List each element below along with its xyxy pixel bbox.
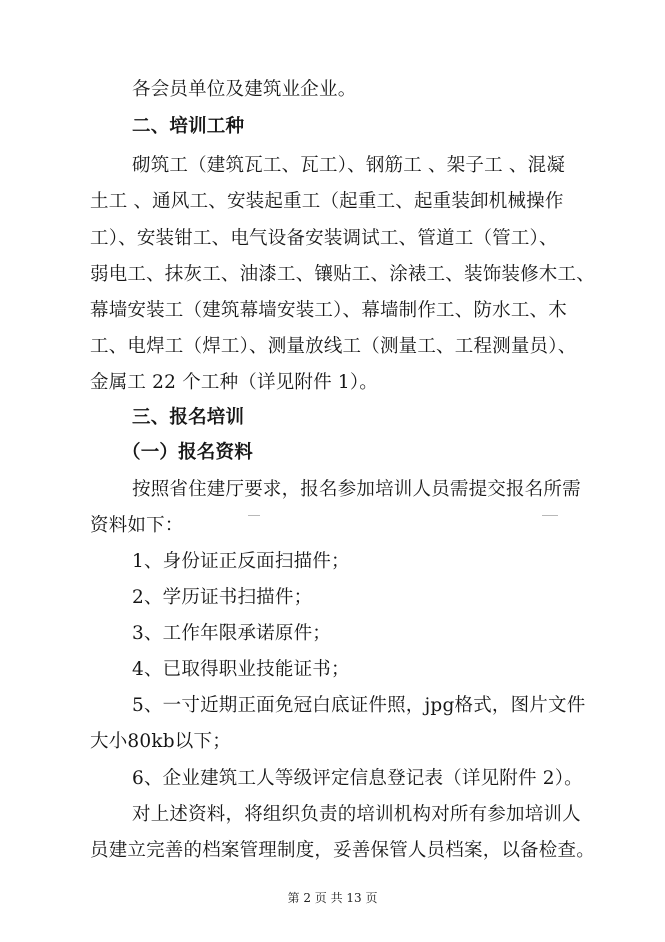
- section-heading-training-types: 二、培训工种: [132, 116, 245, 137]
- list-item-1: 1、身份证正反面扫描件；: [132, 551, 350, 572]
- paragraph-line-6: 弱电工、抹灰工、油漆工、镶贴工、涂裱工、装饰装修木工、: [90, 264, 595, 285]
- section-heading-registration-training: 三、报名培训: [132, 407, 245, 428]
- paragraph-line-8: 工、电焊工（焊工）、测量放线工（测量工、工程测量员）、: [90, 336, 577, 357]
- paragraph-line-21: 对上述资料，将组织负责的培训机构对所有参加培训人: [132, 804, 581, 825]
- list-item-6: 6、企业建筑工人等级评定信息登记表（详见附件 2）。: [132, 768, 583, 789]
- paragraph-line-13: 资料如下：: [90, 515, 184, 536]
- paragraph-line-12: 按照省住建厅要求，报名参加培训人员需提交报名所需: [132, 479, 581, 500]
- paragraph-line-5: 工）、安装钳工、电气设备安装调试工、管道工（管工）、: [90, 228, 558, 249]
- scan-mark: [248, 515, 260, 516]
- page-footer: 第 2 页 共 13 页: [287, 891, 378, 905]
- subsection-heading-registration-materials: （一）报名资料: [122, 442, 253, 463]
- paragraph-line-3: 砌筑工（建筑瓦工、瓦工）、钢筋工 、架子工 、混凝: [132, 155, 566, 176]
- scan-mark: [542, 515, 558, 516]
- paragraph-line-9: 金属工 22 个工种（详见附件 1）。: [90, 372, 379, 393]
- list-item-5-continued: 大小80kb以下；: [90, 731, 231, 752]
- paragraph-line-7: 幕墙安装工（建筑幕墙安装工）、幕墙制作工、防水工、木: [90, 300, 567, 321]
- list-item-3: 3、工作年限承诺原件；: [132, 623, 331, 644]
- list-item-4: 4、已取得职业技能证书；: [132, 659, 350, 680]
- list-item-2: 2、学历证书扫描件；: [132, 587, 313, 608]
- paragraph-line-22: 员建立完善的档案管理制度，妥善保管人员档案，以备检查。: [90, 840, 595, 861]
- list-item-5: 5、一寸近期正面免冠白底证件照，jpg格式，图片文件: [132, 695, 586, 716]
- paragraph-line-4: 土工 、通风工、安装起重工（起重工、起重装卸机械操作: [90, 191, 564, 212]
- paragraph-line-1: 各会员单位及建筑业企业。: [132, 79, 357, 100]
